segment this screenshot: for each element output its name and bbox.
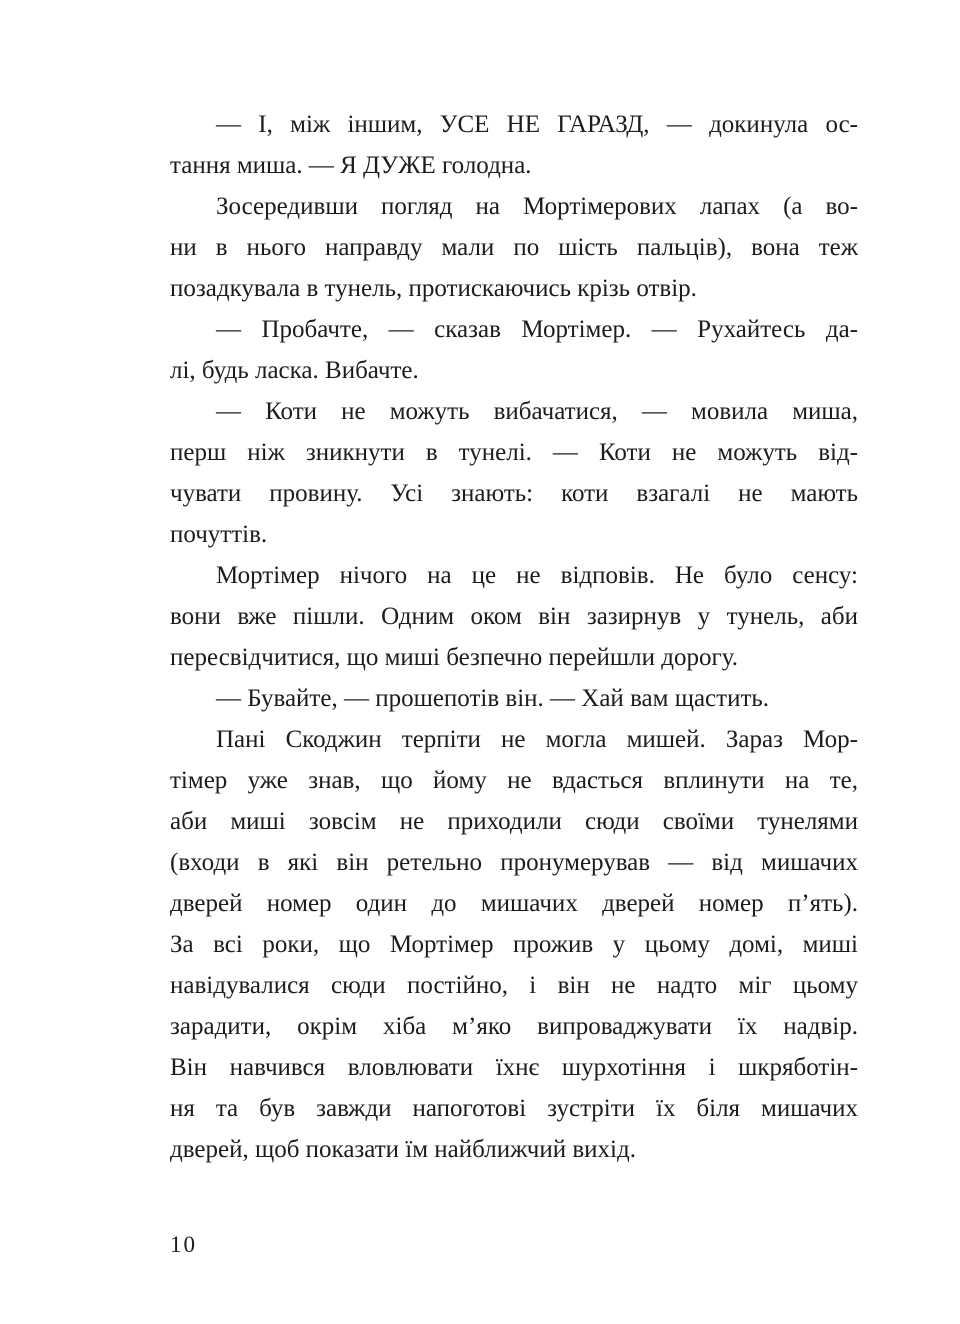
text-line: — Бувайте, — прошепотів він. — Хай вам щастить. [216, 685, 770, 712]
text-line: ни в нього направду мали по шість пальців), вона теж [170, 234, 858, 261]
text-line: — Пробачте, — сказав Мортімер. — Рухайтесь да- [216, 316, 858, 343]
paragraph [170, 186, 858, 309]
text-block [170, 104, 858, 1170]
text-line: зарадити, окрім хіба м’яко випроваджувати їх надвір. [170, 1013, 858, 1040]
text-line: аби миші зовсім не приходили сюди своїми тунелями [170, 808, 858, 835]
text-line: дверей, щоб показати їм найближчий вихід. [170, 1136, 636, 1163]
page-number: 10 [170, 1232, 197, 1257]
text-line: Мортімер нічого на це не відповів. Не було сенсу: [216, 562, 858, 589]
paragraph [170, 719, 858, 1170]
paragraph [170, 678, 858, 719]
text-line: позадкувала в тунель, протискаючись крізь отвір. [170, 275, 697, 302]
text-line: — І, між іншим, УСЕ НЕ ГАРАЗД, — докинула ос- [216, 111, 858, 138]
text-line: тання миша. — Я ДУЖЕ голодна. [170, 152, 532, 179]
text-line: Пані Скоджин терпіти не могла мишей. Зараз Мор- [216, 726, 858, 753]
text-line: почуттів. [170, 521, 268, 548]
text-line: ня та був завжди напоготові зустріти їх біля мишачих [170, 1095, 858, 1122]
text-line: чувати провину. Усі знають: коти взагалі не мають [170, 480, 858, 507]
text-line: перш ніж зникнути в тунелі. — Коти не можуть від- [170, 439, 858, 466]
paragraph [170, 555, 858, 678]
text-line: За всі роки, що Мортімер прожив у цьому домі, миші [170, 931, 858, 958]
paragraph [170, 391, 858, 555]
text-line: — Коти не можуть вибачатися, — мовила миша, [216, 398, 858, 425]
paragraph [170, 309, 858, 391]
text-line: (входи в які він ретельно пронумерував — від мишачих [170, 849, 858, 876]
text-line: пересвідчитися, що миші безпечно перейшли дорогу. [170, 644, 739, 671]
text-line: Він навчився вловлювати їхнє шурхотіння і шкряботін- [170, 1054, 858, 1081]
paragraph [170, 104, 858, 186]
text-line: дверей номер один до мишачих дверей номер п’ять). [170, 890, 858, 917]
text-line: вони вже пішли. Одним оком він зазирнув у тунель, аби [170, 603, 858, 630]
text-line: тімер уже знав, що йому не вдасться вплинути на те, [170, 767, 858, 794]
text-line: лі, будь ласка. Вибачте. [170, 357, 419, 384]
text-line: Зосередивши погляд на Мортімерових лапах (а во- [216, 193, 858, 220]
text-line: навідувалися сюди постійно, і він не надто міг цьому [170, 972, 858, 999]
